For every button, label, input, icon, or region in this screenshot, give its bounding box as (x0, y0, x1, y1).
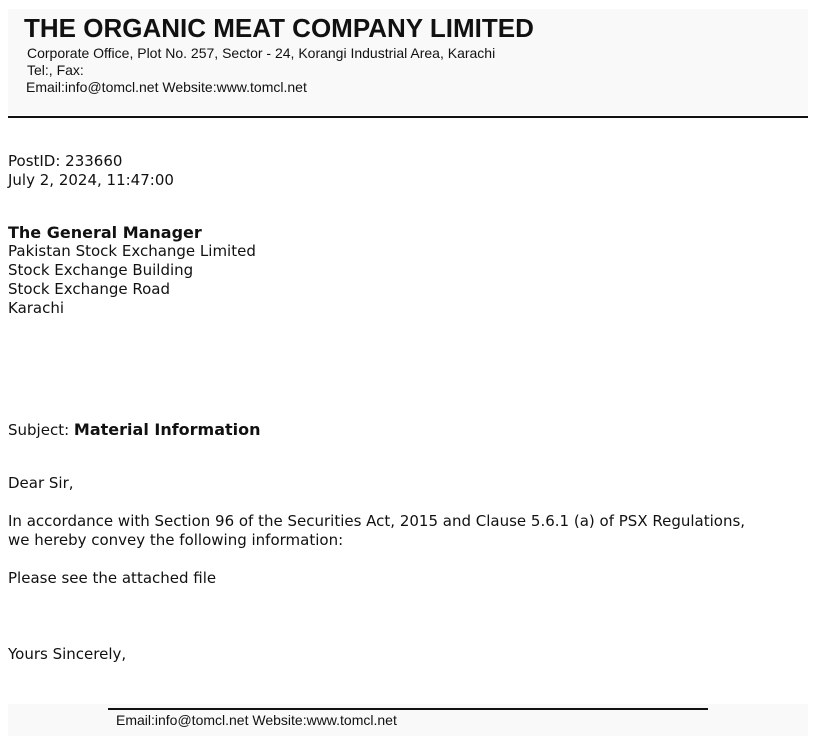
post-id: PostID: 233660 (8, 152, 123, 170)
header-divider (8, 116, 808, 118)
letterhead (8, 9, 808, 115)
company-contact: Email:info@tomcl.net Website:www.tomcl.net (26, 79, 307, 95)
paragraph-line: we hereby convey the following information: (8, 531, 344, 549)
attachment-note: Please see the attached file (8, 569, 217, 587)
recipient-title: The General Manager (8, 223, 202, 242)
addressee-line: Stock Exchange Road (8, 280, 170, 298)
addressee-block (8, 223, 256, 318)
company-name: THE ORGANIC MEAT COMPANY LIMITED (24, 13, 534, 43)
company-tel-fax: Tel:, Fax: (27, 62, 84, 78)
footer-contact: Email:info@tomcl.net Website:www.tomcl.net (116, 712, 397, 728)
addressee-line: Karachi (8, 299, 65, 317)
footer (8, 704, 808, 736)
subject-value: Material Information (73, 420, 261, 439)
paragraph-line: In accordance with Section 96 of the Securities Act, 2015 and Clause 5.6.1 (a) of PSX Regulations, (8, 512, 746, 530)
subject-line (8, 420, 261, 440)
addressee-line: Pakistan Stock Exchange Limited (8, 242, 256, 260)
subject-label: Subject: (8, 421, 70, 439)
post-date: July 2, 2024, 11:47:00 (8, 171, 174, 189)
closing: Yours Sincerely, (8, 645, 127, 663)
body-paragraph (8, 512, 745, 550)
addressee-line: Stock Exchange Building (8, 261, 194, 279)
salutation: Dear Sir, (8, 474, 74, 492)
footer-divider (108, 708, 708, 710)
company-address: Corporate Office, Plot No. 257, Sector - 24, Korangi Industrial Area, Karachi (27, 45, 496, 61)
